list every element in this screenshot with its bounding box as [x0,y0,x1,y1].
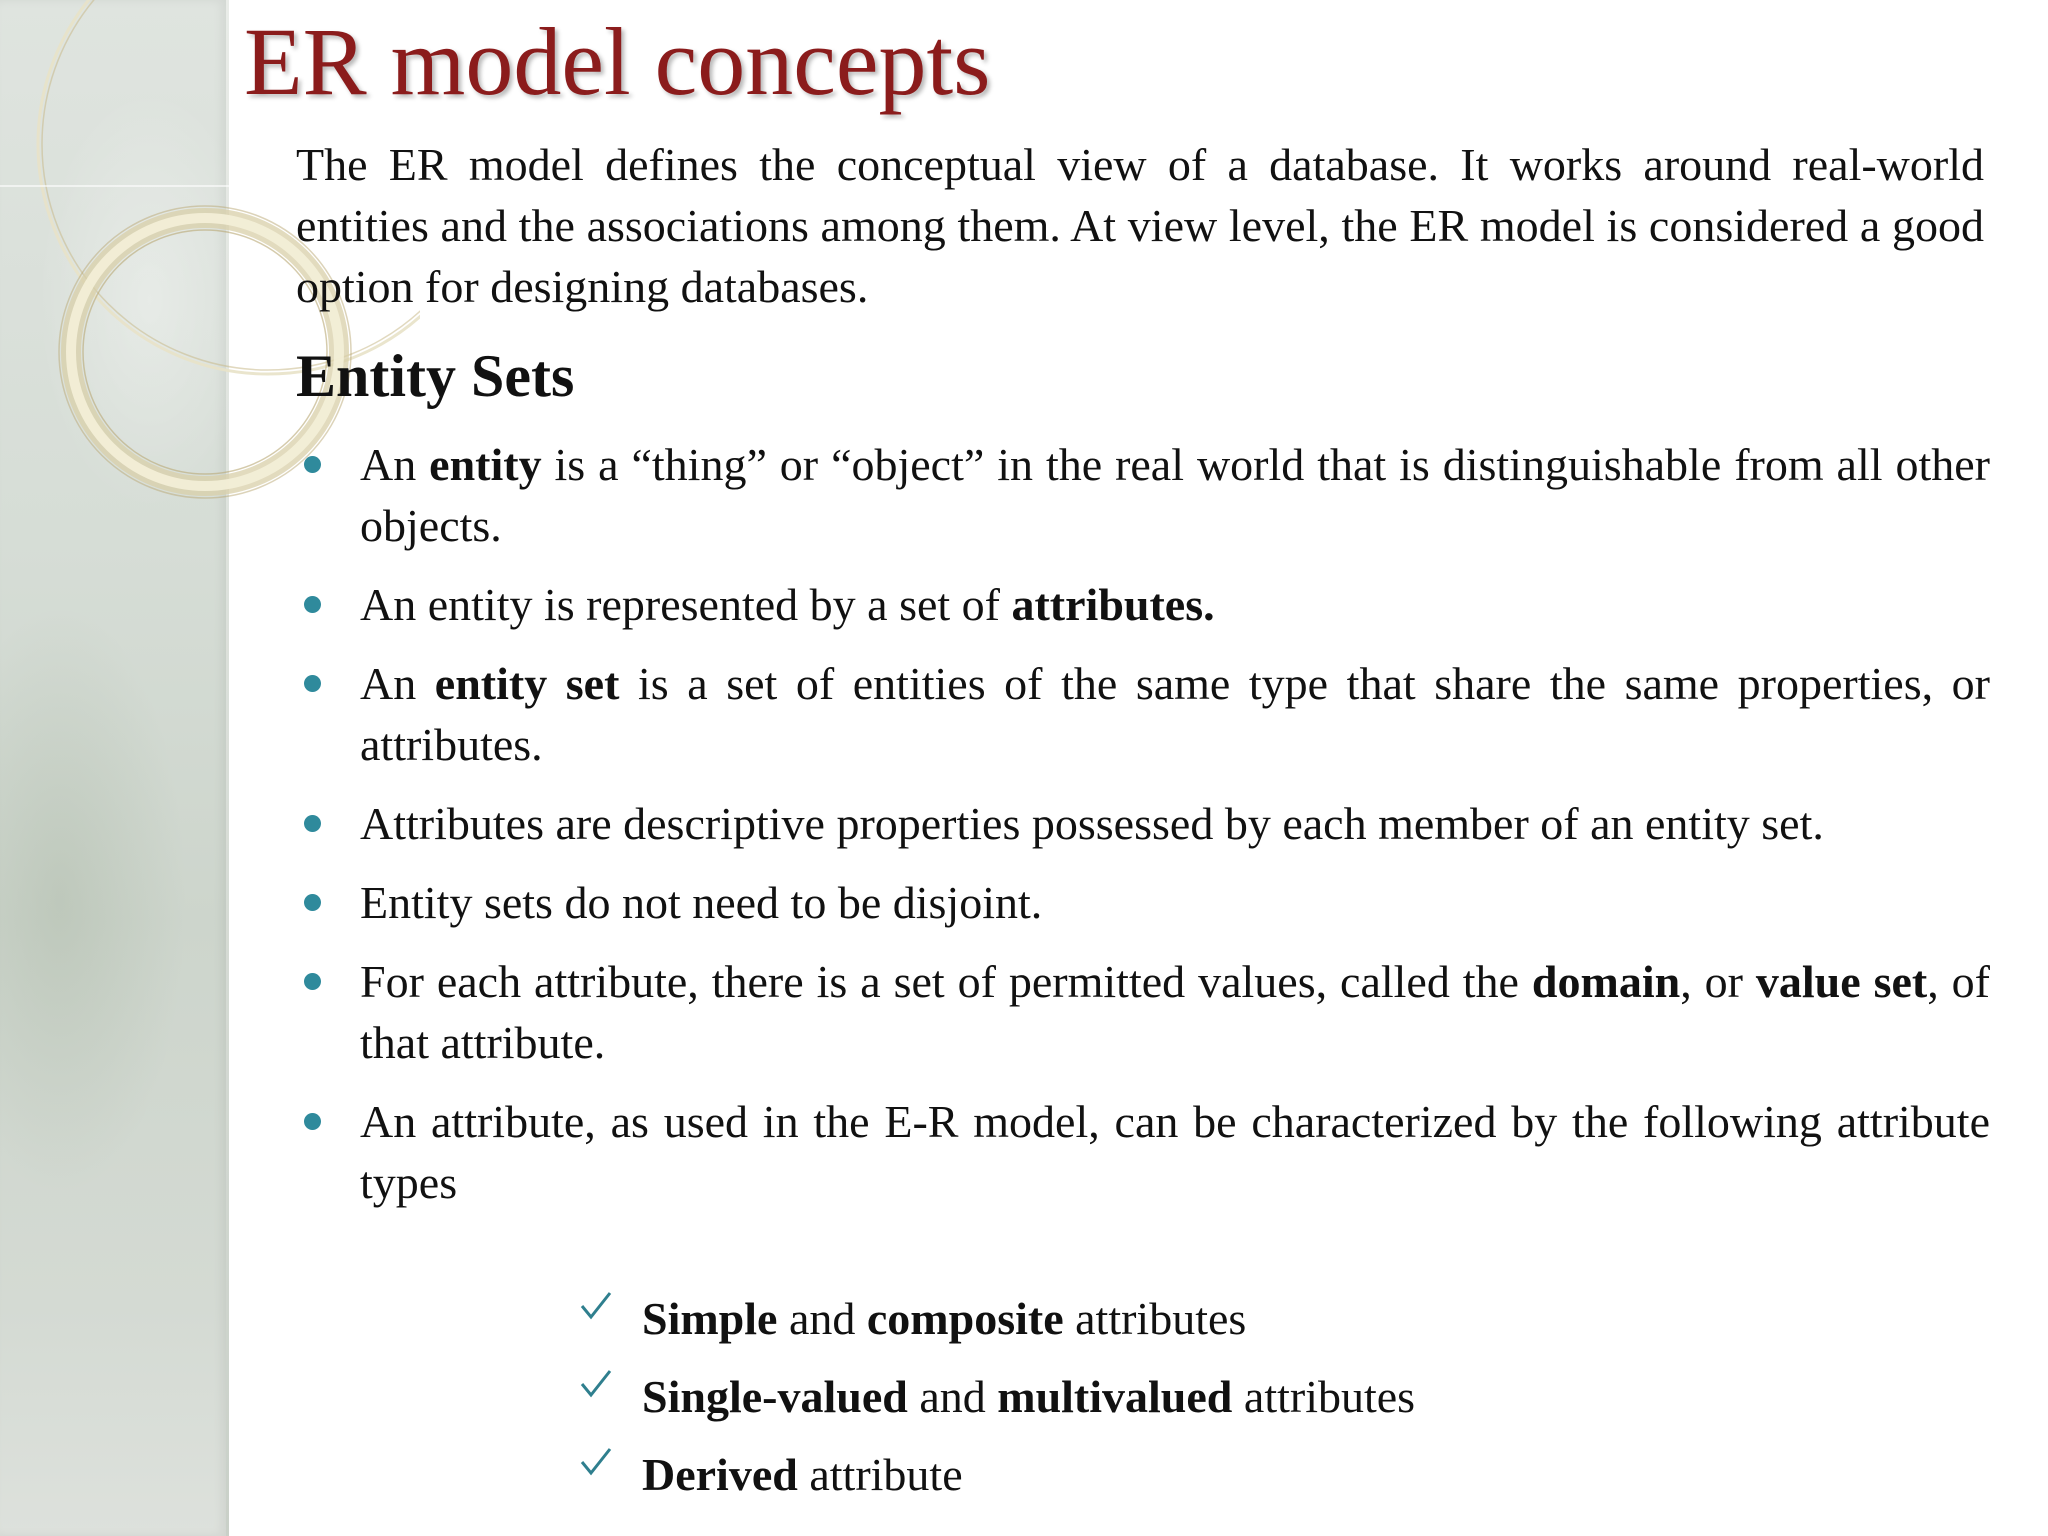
section-heading: Entity Sets [296,343,575,409]
slide-title: ER model concepts [244,8,991,115]
checkmark-icon [578,1444,614,1480]
bullet-item-attribute-types: An attribute, as used in the E-R model, can be characterized by the following attribute types [300,1091,1990,1213]
bullet-dot-icon [304,894,321,911]
bullet-dot-icon [304,675,321,692]
bullet-item-descriptive-properties: Attributes are descriptive properties possessed by each member of an entity set. [300,793,1990,854]
bullet-item-disjoint: Entity sets do not need to be disjoint. [300,872,1990,933]
bullet-item-entity: An entity is a “thing” or “object” in the real world that is distinguishable from all other objects. [300,434,1990,556]
bullet-dot-icon [304,815,321,832]
sub-item-derived: Derived attribute [578,1444,1415,1505]
bullet-dot-icon [304,596,321,613]
bullet-item-entity-set: An entity set is a set of entities of the same type that share the same properties, or attributes. [300,653,1990,775]
intro-paragraph: The ER model defines the conceptual view of a database. It works around real-world entities and the associations among them. At view level, the ER model is considered a good option for designing databases. [296,139,1984,312]
checkmark-icon [578,1288,614,1324]
bullet-dot-icon [304,973,321,990]
sub-item-single-multi: Single-valued and multivalued attributes [578,1366,1415,1427]
bullet-dot-icon [304,1113,321,1130]
bullet-item-attributes: An entity is represented by a set of attributes. [300,574,1990,635]
bullet-list [300,434,1990,1231]
checkmark-icon [578,1366,614,1402]
bullet-item-domain: For each attribute, there is a set of permitted values, called the domain, or value set, of that attribute. [300,951,1990,1073]
attribute-type-list [578,1288,1415,1522]
sub-item-simple-composite: Simple and composite attributes [578,1288,1415,1349]
bullet-dot-icon [304,456,321,473]
